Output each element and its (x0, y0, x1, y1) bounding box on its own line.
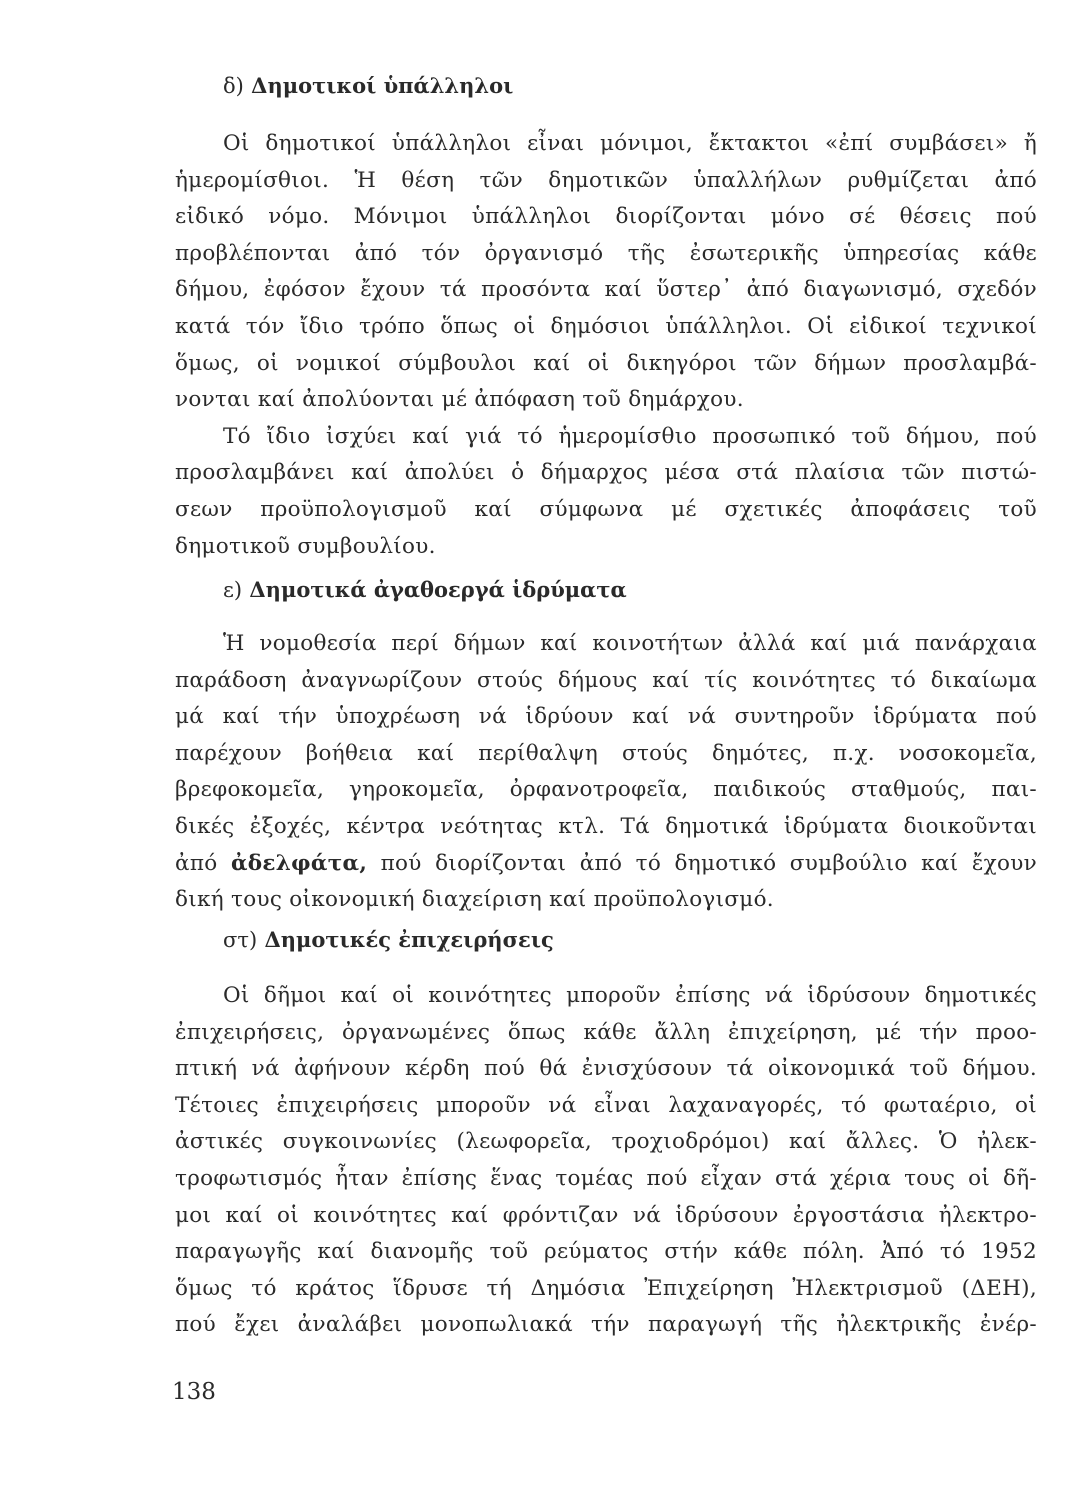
section-municipal-enterprises (175, 926, 1037, 1344)
text-line: πού ἔχει ἀναλάβει μονοπωλιακά τήν παραγωγή τῆς ἠλεκτρικῆς ἐνέρ- (175, 1312, 1037, 1338)
text-line: σεων προϋπολογισμοῦ καί σύμφωνα μέ σχετικές ἀποφάσεις τοῦ (175, 496, 1037, 522)
text-line: δική τους οἰκονομική διαχείριση καί προϋπολογισμό. (175, 887, 774, 913)
text-line: Ἡ νομοθεσία περί δήμων καί κοινοτήτων ἀλλά καί μιά πανάρχαια (223, 631, 1037, 656)
text-line (175, 846, 1037, 883)
section-title: Δημοτικά ἀγαθοεργά ἱδρύματα (249, 577, 627, 602)
text-line: βρεφοκομεῖα, γηροκομεῖα, ὀρφανοτροφεῖα, παιδικούς σταθμούς, παι- (175, 777, 1037, 803)
text-line: εἰδικό νόμο. Μόνιμοι ὑπάλληλοι διορίζονται μόνο σέ θέσεις πού (175, 204, 1037, 230)
section-body (175, 126, 1037, 565)
section-charitable-institutions (175, 576, 1037, 919)
section-heading (223, 926, 1037, 954)
text-fragment: ἀπό (175, 850, 218, 876)
text-line: ἐπιχειρήσεις, ὀργανωμένες ὅπως κάθε ἄλλη ἐπιχείρηση, μέ τήν προο- (175, 1019, 1037, 1045)
text-line: Οἱ δημοτικοί ὑπάλληλοι εἶναι μόνιμοι, ἔκτακτοι «ἐπί συμβάσει» ἤ (223, 131, 1037, 156)
section-title: Δημοτικές ἐπιχειρήσεις (264, 927, 554, 952)
text-line: ὅμως τό κράτος ἵδρυσε τή Δημόσια Ἐπιχείρηση Ἠλεκτρισμοῦ (ΔΕΗ), (175, 1275, 1037, 1301)
text-fragment: πού διορίζονται ἀπό τό δημοτικό συμβούλιο καί ἔχουν (380, 850, 1037, 876)
section-body (175, 978, 1037, 1344)
page-number: 138 (172, 1379, 216, 1405)
text-line: προβλέπονται ἀπό τόν ὀργανισμό τῆς ἐσωτερικῆς ὑπηρεσίας κάθε (175, 240, 1037, 266)
section-body (175, 626, 1037, 919)
text-line: πτική νά ἀφήνουν κέρδη πού θά ἐνισχύσουν τά οἰκονομικά τοῦ δήμου. (175, 1056, 1037, 1082)
text-line: παράδοση ἀναγνωρίζουν στούς δήμους καί τίς κοινότητες τό δικαίωμα (175, 667, 1037, 693)
section-title: Δημοτικοί ὑπάλληλοι (251, 73, 514, 98)
text-line: παρέχουν βοήθεια καί περίθαλψη στούς δημότες, π.χ. νοσοκομεῖα, (175, 740, 1037, 766)
text-line: ὅμως, οἱ νομικοί σύμβουλοι καί οἱ δικηγόροι τῶν δήμων προσλαμβά- (175, 350, 1037, 376)
text-line: δημοτικοῦ συμβουλίου. (175, 533, 436, 559)
section-number: στ) (223, 928, 258, 952)
text-line: ἡμερομίσθιοι. Ἡ θέση τῶν δημοτικῶν ὑπαλλήλων ρυθμίζεται ἀπό (175, 167, 1037, 193)
text-line: νονται καί ἀπολύονται μέ ἀπόφαση τοῦ δημάρχου. (175, 387, 744, 413)
text-line: δικές ἐξοχές, κέντρα νεότητας κτλ. Τά δημοτικά ἱδρύματα διοικοῦνται (175, 813, 1037, 839)
emphasized-term: ἀδελφάτα, (230, 850, 368, 876)
section-number: ε) (223, 578, 243, 602)
section-heading (223, 72, 1037, 100)
text-line: ἀστικές συγκοινωνίες (λεωφορεῖα, τροχιοδρόμοι) καί ἄλλες. Ὁ ἠλεκ- (175, 1129, 1037, 1155)
text-line: Τέτοιες ἐπιχειρήσεις μποροῦν νά εἶναι λαχαναγορές, τό φωταέριο, οἱ (175, 1092, 1037, 1118)
text-line: προσλαμβάνει καί ἀπολύει ὁ δήμαρχος μέσα στά πλαίσια τῶν πιστώ- (175, 460, 1037, 486)
text-line: κατά τόν ἴδιο τρόπο ὅπως οἱ δημόσιοι ὑπάλληλοι. Οἱ εἰδικοί τεχνικοί (175, 313, 1037, 339)
section-number: δ) (223, 74, 244, 98)
text-line: Οἱ δῆμοι καί οἱ κοινότητες μποροῦν ἐπίσης νά ἱδρύσουν δημοτικές (223, 983, 1037, 1008)
section-heading (223, 576, 1037, 604)
text-line: δήμου, ἐφόσον ἔχουν τά προσόντα καί ὕστερ᾿ ἀπό διαγωνισμό, σχεδόν (175, 277, 1037, 303)
text-line: τροφωτισμός ἦταν ἐπίσης ἕνας τομέας πού εἶχαν στά χέρια τους οἱ δῆ- (175, 1165, 1037, 1191)
text-line: Τό ἴδιο ἰσχύει καί γιά τό ἡμερομίσθιο προσωπικό τοῦ δήμου, πού (223, 423, 1037, 449)
text-line: παραγωγῆς καί διανομῆς τοῦ ρεύματος στήν κάθε πόλη. Ἀπό τό 1952 (175, 1239, 1037, 1265)
section-municipal-employees (175, 72, 1037, 565)
text-line: μοι καί οἱ κοινότητες καί φρόντιζαν νά ἱδρύσουν ἐργοστάσια ἠλεκτρο- (175, 1202, 1037, 1228)
text-line: μά καί τήν ὑποχρέωση νά ἱδρύουν καί νά συντηροῦν ἱδρύματα πού (175, 704, 1037, 730)
